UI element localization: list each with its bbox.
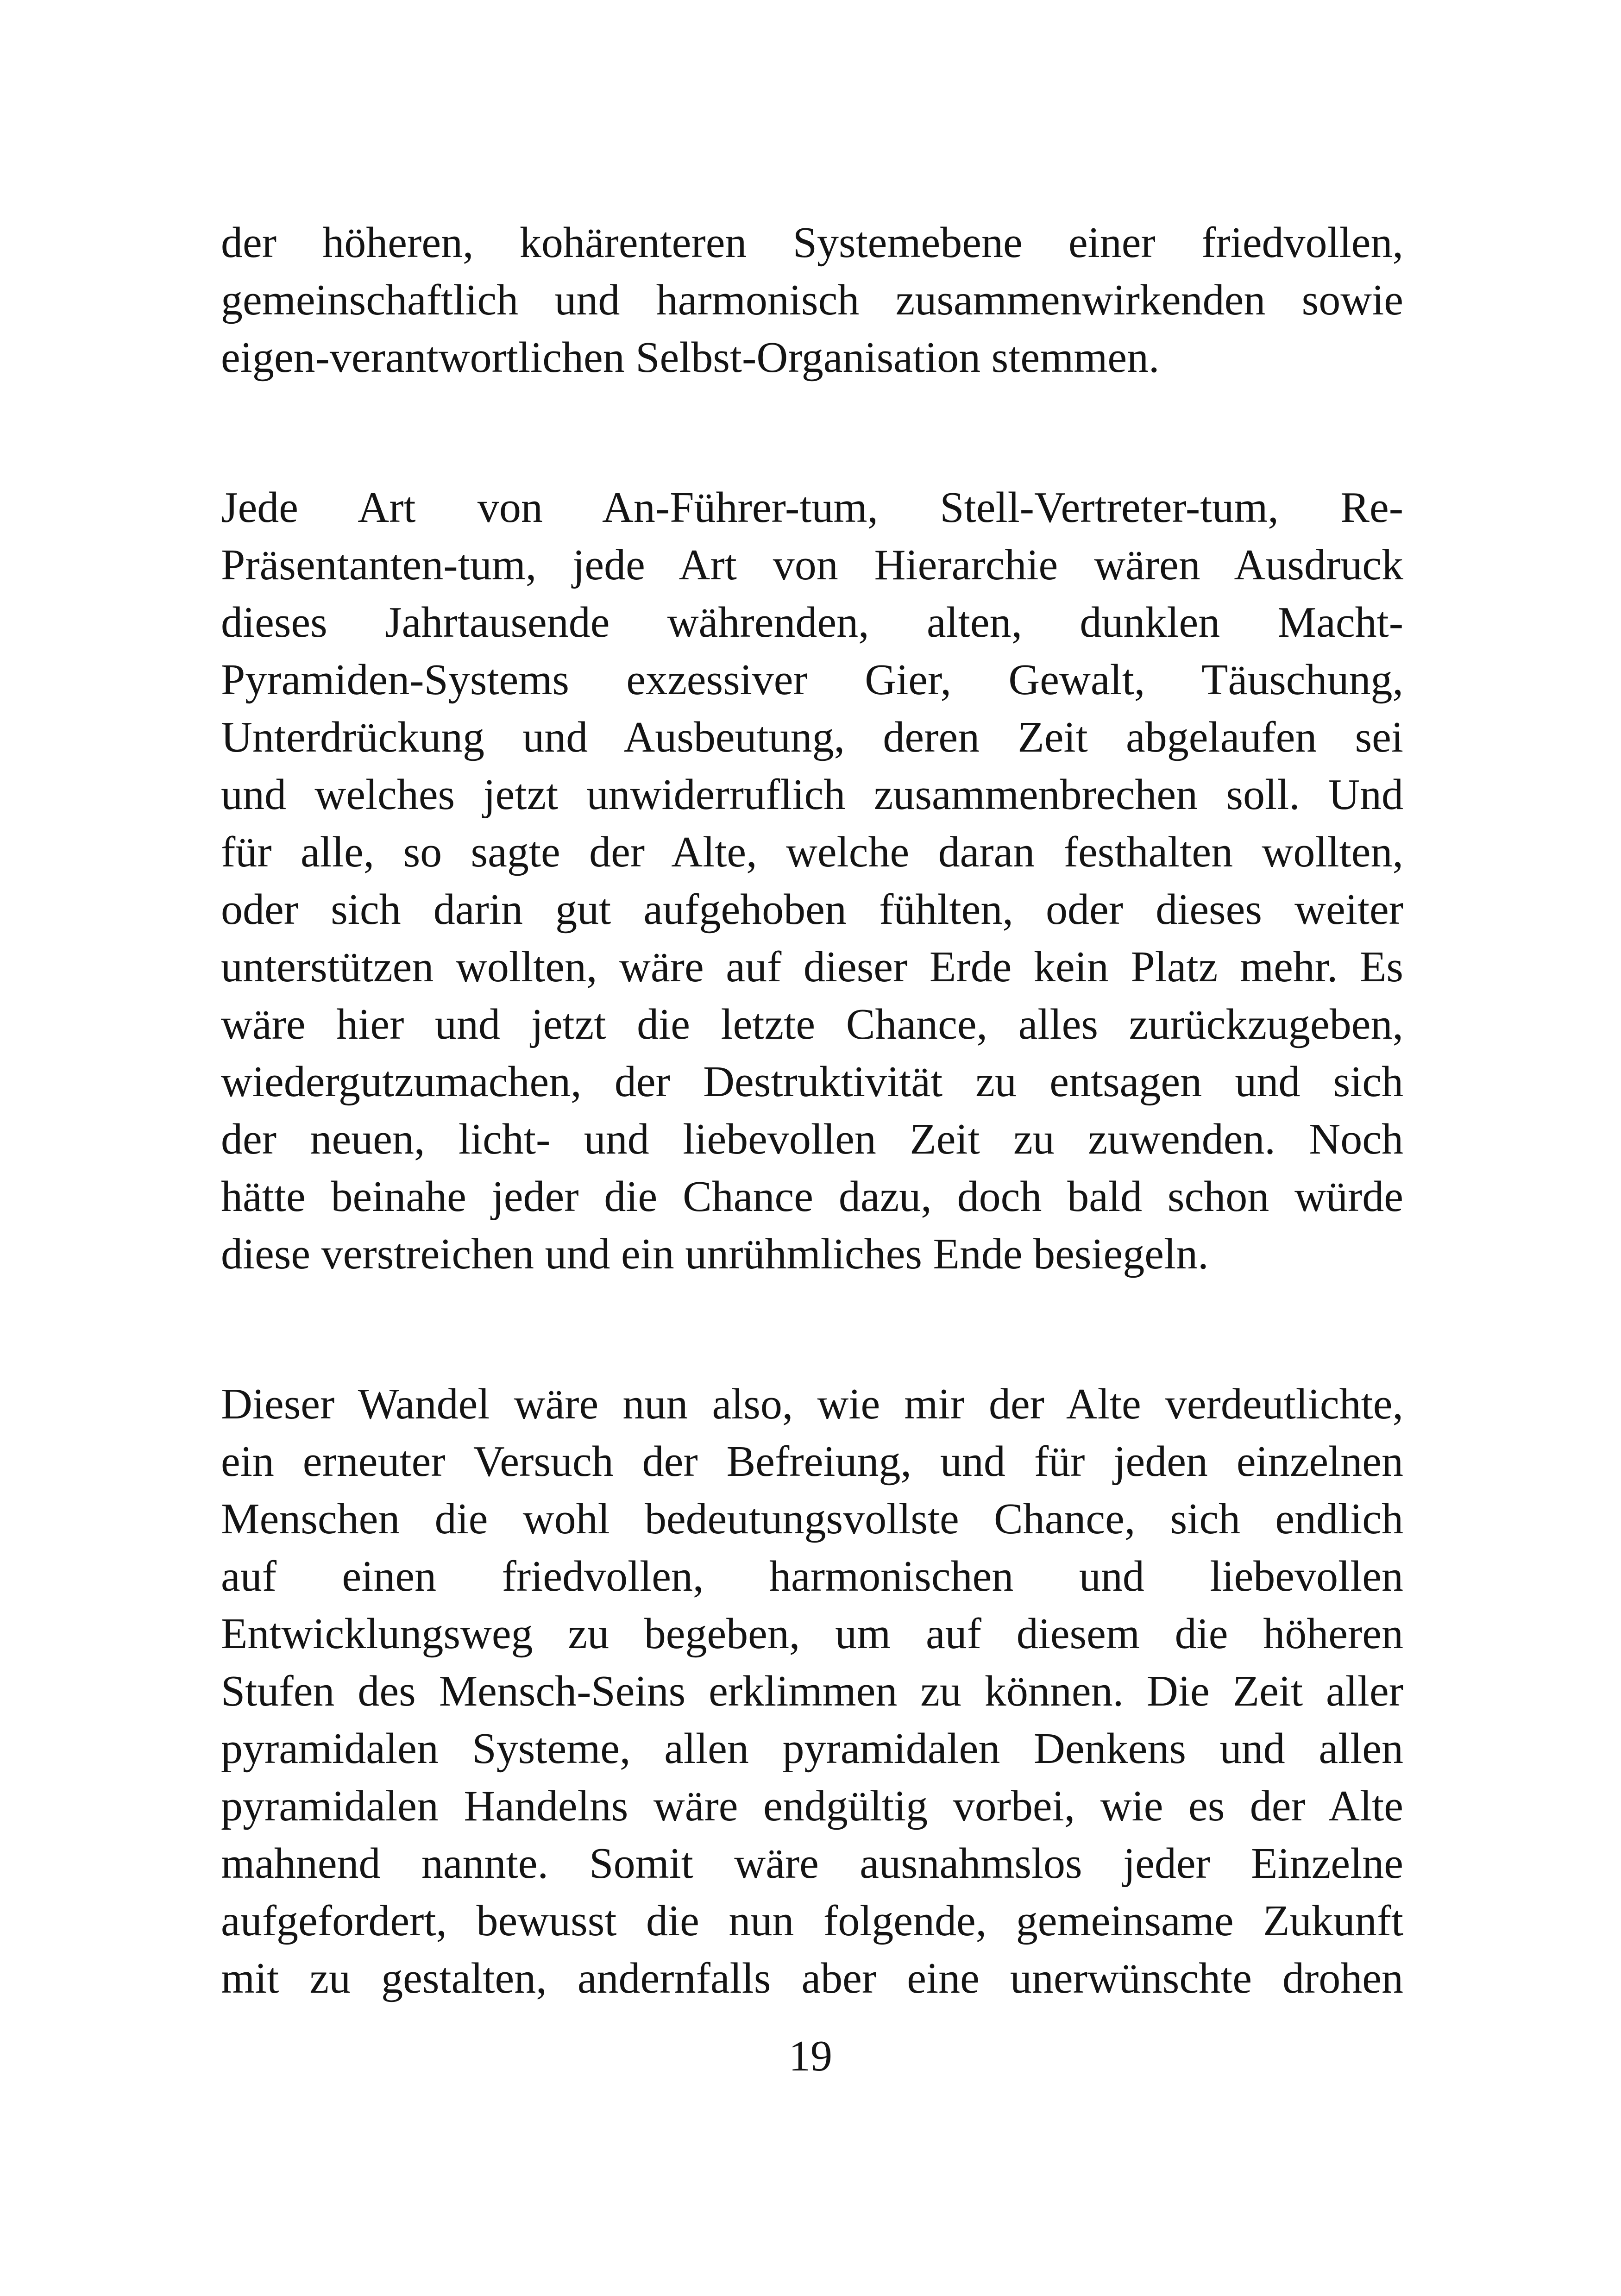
text-line: wiedergutzumachen, der Destruktivität zu entsagen und sich xyxy=(221,1058,1403,1106)
text-line: pyramidalen Handelns wäre endgültig vorbei, wie es der Alte xyxy=(221,1782,1403,1830)
paragraph xyxy=(221,479,1403,1283)
text-line: gemeinschaftlich und harmonisch zusammenwirkenden sowie xyxy=(221,276,1403,324)
text-line: eigen-verantwortlichen Selbst-Organisation stemmen. xyxy=(221,333,1160,382)
body-text xyxy=(221,214,1403,2007)
text-line: Unterdrückung und Ausbeutung, deren Zeit abgelaufen sei xyxy=(221,713,1403,761)
text-line: ein erneuter Versuch der Befreiung, und für jeden einzelnen xyxy=(221,1437,1403,1486)
text-line: mit zu gestalten, andernfalls aber eine unerwünschte drohen xyxy=(221,1954,1403,2002)
paragraph xyxy=(221,214,1403,386)
text-line: Entwicklungsweg zu begeben, um auf diesem die höheren xyxy=(221,1610,1403,1658)
text-line: Menschen die wohl bedeutungsvollste Chance, sich endlich xyxy=(221,1495,1403,1543)
text-line: diese verstreichen und ein unrühmliches Ende besiegeln. xyxy=(221,1230,1209,1278)
text-line: Präsentanten-tum, jede Art von Hierarchie wären Ausdruck xyxy=(221,541,1403,589)
text-line: hätte beinahe jeder die Chance dazu, doch bald schon würde xyxy=(221,1173,1403,1221)
text-line: der neuen, licht- und liebevollen Zeit zu zuwenden. Noch xyxy=(221,1115,1403,1163)
text-line: für alle, so sagte der Alte, welche daran festhalten wollten, xyxy=(221,828,1403,876)
text-line: aufgefordert, bewusst die nun folgende, gemeinsame Zukunft xyxy=(221,1897,1403,1945)
text-line: Dieser Wandel wäre nun also, wie mir der Alte verdeutlichte, xyxy=(221,1380,1403,1428)
text-line: der höheren, kohärenteren Systemebene einer friedvollen, xyxy=(221,219,1403,267)
text-line: oder sich darin gut aufgehoben fühlten, oder dieses weiter xyxy=(221,885,1403,934)
text-line: dieses Jahrtausende währenden, alten, dunklen Macht- xyxy=(221,598,1403,646)
text-line: wäre hier und jetzt die letzte Chance, alles zurückzugeben, xyxy=(221,1000,1403,1048)
text-line: unterstützen wollten, wäre auf dieser Erde kein Platz mehr. Es xyxy=(221,943,1403,991)
text-line: Stufen des Mensch-Seins erklimmen zu können. Die Zeit aller xyxy=(221,1667,1403,1715)
page-number: 19 xyxy=(789,2032,832,2080)
text-line: auf einen friedvollen, harmonischen und liebevollen xyxy=(221,1552,1403,1600)
paragraph xyxy=(221,1375,1403,2007)
text-line: mahnend nannte. Somit wäre ausnahmslos jeder Einzelne xyxy=(221,1839,1403,1888)
text-line: Jede Art von An-Führer-tum, Stell-Vertreter-tum, Re- xyxy=(221,483,1403,532)
text-line: und welches jetzt unwiderruflich zusammenbrechen soll. Und xyxy=(221,771,1403,819)
text-line: Pyramiden-Systems exzessiver Gier, Gewalt, Täuschung, xyxy=(221,656,1403,704)
text-line: pyramidalen Systeme, allen pyramidalen Denkens und allen xyxy=(221,1725,1403,1773)
